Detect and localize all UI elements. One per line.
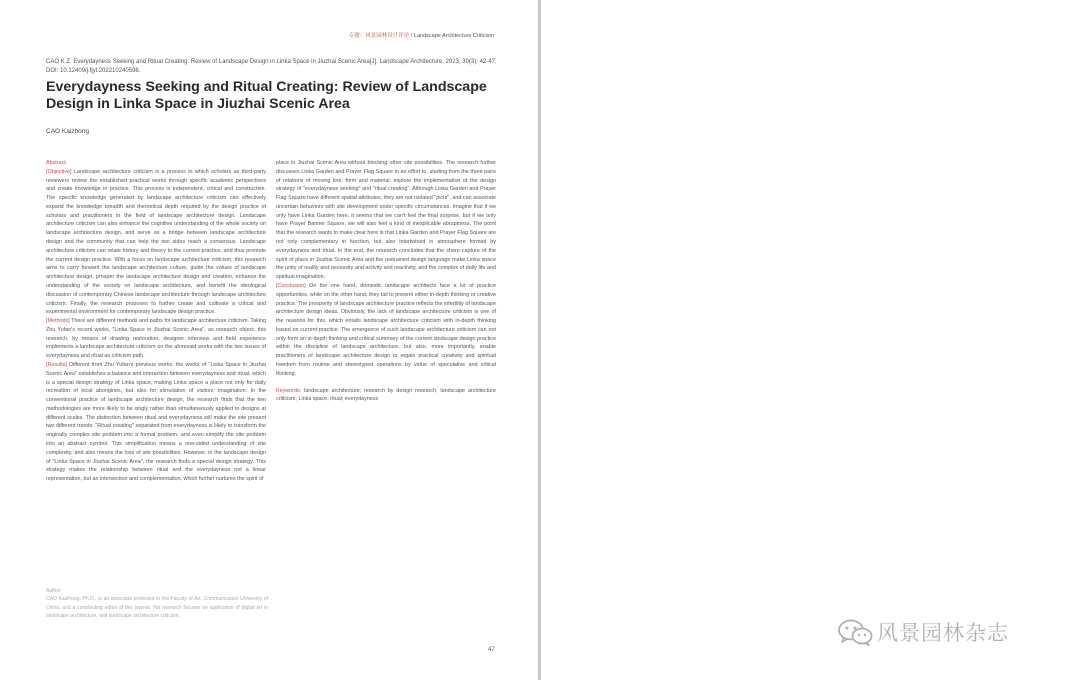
abstract-results-continued: place in Jiuzhai Scenic Area without blocking other site possibilities. The research further discusses Linka Garden and Prayer Flag Square in an effort to, starting from the three pairs of relations of moving line, form and material, explore the implementation of the design strategy of "everydayness seeking" and "ritual creating". Although Linka Garden and Prayer Flag Square have different spatial attributes, they are not isolated "picts", and can associate uncertain behaviors with site development under specific circumstances. Imagine that if we only have Linka Garden here, it seems that we can't feel the final surprise, but if we only have Prayer Banner Square, we will also feel a kind of inexplicable abruptness. The point that the research wants to make clear here is that Linka Garden and Prayer Flag Square are not only complementary in function, but also intertwined in atmosphere formed by everydayness and ritual. In the end, the research concludes that the sharp capture of the spirit of place in Jiuzhai Scenic Area and the restrained design language make Linka space the unity of reality and necessity and activity and reactivity, and the complex of daily life and spiritual imagination. <box>276 160 496 281</box>
header-separator: / <box>409 33 414 39</box>
left-page <box>0 0 538 680</box>
header-section-en: Landscape Architecture Criticism <box>413 33 494 39</box>
author-note <box>46 587 268 621</box>
results-label: [Results] <box>46 361 67 368</box>
methods-text: There are different methods and paths for landscape architecture criticism. Taking Zhu Yufan's recent works, "Linka Space in Jiuzhai Scenic Area", as research object, this research, by means of drawing restoration, designer interview and field experience implements a landscape architecture criticism on the aforesaid works with the two issues of everydayness and ritual as criticism path. <box>46 318 266 360</box>
page-number: 47 <box>488 647 495 653</box>
wechat-icon <box>836 617 874 647</box>
citation: CAO K Z. Everydayness Seeking and Ritual Creating: Review of Landscape Design in Linka Space in Jiuzhai Scenic Area[J]. Landscape Architecture, 2023, 30(3): 42-47. DOI: 10.12409/j.fjyl.202210240598. <box>46 59 497 74</box>
author-name: CAO Kaizhong <box>46 128 89 135</box>
abstract-label: Abstract: <box>46 160 68 166</box>
results-text: Different from Zhu Yufan's previous works, the works of "Linka Space in Jiuzhai Scenic Area" establishes a balance and interaction between everydayness and ritual, which is a special design strategy of Linka space, making Linka space a place not only for daily recreation of local aborigines, but also for stimulation of visitors' imagination. In the conventional practice of landscape architecture design, the research finds that the two methodologies are more likely to be singly rather than simultaneously applied to designs at different scales. The distinction between ritual and everydayness will make the site present two different trends: "Ritual creating" separated from everydayness is likely to transform the originally complex site problem into a formal problem, and even simplify the site problem into an abstract symbol. This simplification means a one-sided understanding of site complexity, and also means the loss of site possibilities. However, in the landscape design of "Linka Space in Jiuzhai Scenic Area", the research finds a special design strategy. This strategy makes the relationship between ritual and the everydayness not a linear representation, but an intersection and complementation, which further nurtures the spirit of <box>46 361 266 483</box>
watermark <box>836 617 1009 647</box>
header-section-cn: 专题：风景园林设计评论 <box>348 33 410 39</box>
author-note-text: CAO Kaizhong, Ph.D., is an associate professor in the Faculty of Art, Communication University of China, and a contributing editor of this journal. His research focuses on application of digital art in landscape architecture, and landscape architecture criticism. <box>46 596 268 620</box>
keywords-label: Keywords: <box>276 387 302 394</box>
author-note-label: Author: <box>46 588 63 594</box>
right-page <box>541 0 1080 680</box>
objective-text: Landscape architecture criticism is a process in which scholars as third-party reviewers review the established practical works through specific academic perspectives and create knowledge in practice. This process is independent, critical and constructive. The specific knowledge generated by landscape architecture criticism can effectively expand the knowledge breadth and theoretical depth required by the design practice of scholars and practitioners in the field of landscape architecture design. Landscape architecture criticism can also enhance the cognitive understanding of the whole society on landscape architecture design, and serve as a bridge between landscape architecture design and the community that can help the two sides reach a consensus. Landscape architecture criticism can relate history and theory to the current practice, and thus promote the current design practice. With a focus on landscape architecture criticism, this research aims to carry forward the landscape architecture culture, guide the values of landscape architecture design, prosper the landscape architecture design and creation, enhance the understanding of the society on landscape architecture, and benefit the ideological discussion of contemporary Chinese landscape architecture through landscape architecture criticism. Finally, the research proposes to further create and cultivate a critical and experimental environment for contemporary landscape design practice. <box>46 168 266 316</box>
keywords <box>276 387 496 405</box>
running-header <box>349 31 494 39</box>
abstract-methods <box>46 317 266 361</box>
abstract-column-left <box>46 159 266 484</box>
abstract-objective <box>46 168 266 317</box>
abstract-results <box>46 361 266 484</box>
conclusion-label: [Conclusion] <box>276 282 306 289</box>
abstract-heading <box>46 159 266 168</box>
article-title: Everydayness Seeking and Ritual Creating: Review of Landscape Design in Linka Space in Jiuzhai Scenic Area <box>46 79 487 112</box>
abstract-column-right <box>276 159 496 404</box>
objective-label: [Objective] <box>46 168 72 175</box>
conclusion-text: On the one hand, domestic landscape architects face a lot of practice opportunities, while on the other hand, they fail to present either in-depth thinking or creative practice. The prosperity of landscape architecture practice reflects the infertility of landscape architecture design ideas. Obviously, the lack of landscape architecture criticism is one of the reasons for this, which entails landscape architecture criticism with in-depth thinking based on current practice. The emergence of such landscape architecture criticism can not only form an in-depth thinking and critical summary of the current landscape design practice within the discipline of landscape architecture, but also, more importantly, enable practitioners of landscape architecture design to regain practical creativity and spiritual freedom from routine and stereotyped operations by virtue of speculative and critical thinking. <box>276 282 496 377</box>
watermark-text: 风景园林杂志 <box>877 621 1009 645</box>
keywords-text: landscape architecture; research by design research; landscape architecture criticism; Linka space; ritual; everydayness <box>276 387 496 403</box>
abstract-conclusion <box>276 282 496 379</box>
methods-label: [Methods] <box>46 318 70 325</box>
